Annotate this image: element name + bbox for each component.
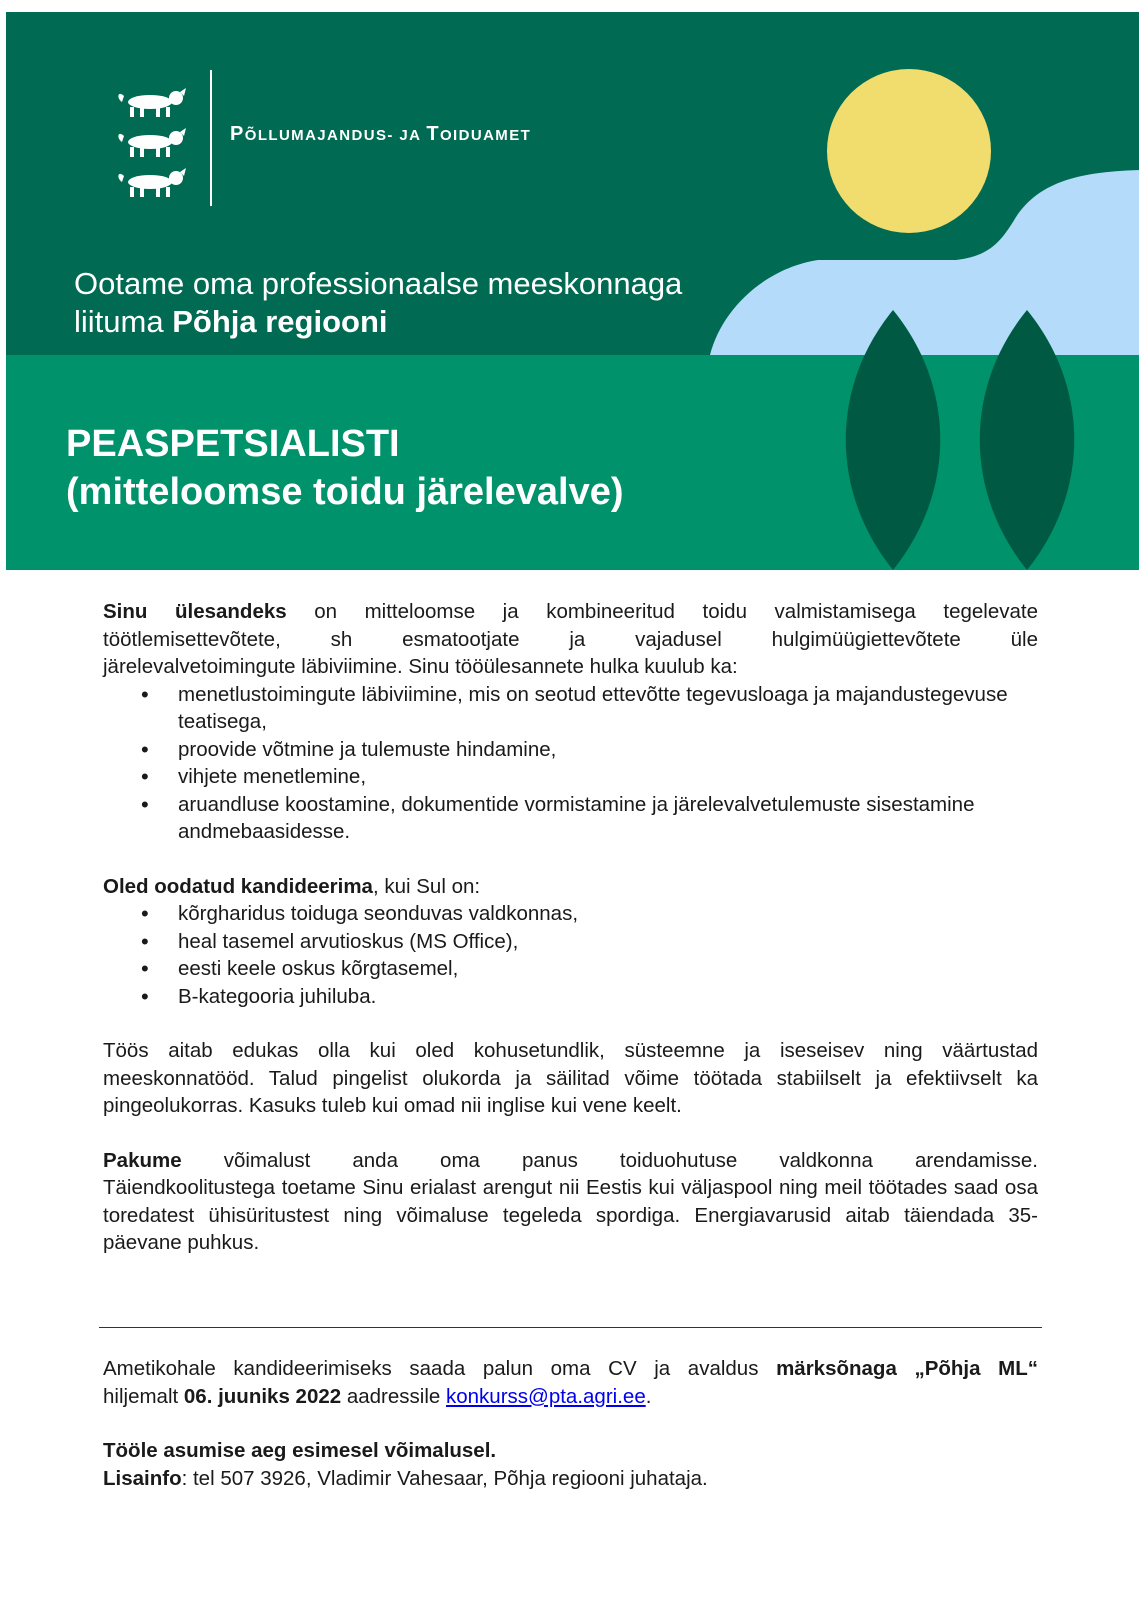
logo-divider — [210, 70, 212, 206]
offer-lead: Pakume võimalust anda oma panus toiduohutuse valdkonna arendamisse. — [103, 1148, 1038, 1172]
duties-intro-line1: Sinu ülesandeks on mitteloomse ja kombineeritud toidu valmistamisega tegelevate — [103, 600, 1038, 623]
application-line1: Ametikohale kandideerimiseks saada palun oma CV ja avaldus märksõnaga „Põhja ML“ — [103, 1357, 1038, 1380]
contact-info: Lisainfo: tel 507 3926, Vladimir Vahesaar, Põhja regiooni juhataja. — [103, 1466, 708, 1490]
requirements-list — [103, 900, 1038, 1010]
agency-name: PÕLLUMAJANDUS- JA TOIDUAMET — [230, 123, 532, 145]
list-item: • eesti keele oskus kõrgtasemel, — [103, 955, 1038, 983]
email-link[interactable]: konkurss@pta.agri.ee — [446, 1384, 646, 1408]
list-item: • menetlustoimingute läbiviimine, mis on seotud ettevõtte tegevusloaga ja majandustegevuse teatisega, — [103, 681, 1038, 736]
offer-paragraph: Täiendkoolitustega toetame Sinu erialast arengut nii Eestis kui väljaspool ning meil töötades saad osa toredatest ühisüritustest ning võimaluse tegeleda spordiga. Energiavarusid aitab täiendada 35-päevane puhkus. — [103, 1176, 1038, 1254]
tagline: Ootame oma professionaalse meeskonnaga liituma Põhja regiooni — [74, 266, 683, 339]
job-description — [103, 598, 1038, 1257]
list-item: • vihjete menetlemine, — [103, 763, 1038, 791]
job-title: PEASPETSIALISTI (mitteloomse toidu järelevalve) — [66, 423, 624, 513]
section-divider — [99, 1327, 1042, 1328]
list-item: • proovide võtmine ja tulemuste hindamine, — [103, 736, 1038, 764]
header-banner — [6, 12, 1139, 570]
qualities-paragraph: Töös aitab edukas olla kui oled kohusetundlik, süsteemne ja iseseisev ning väärtustad meeskonnatööd. Talud pingelist olukorda ja säilitad võime töötada stabiilselt ja efektiivselt ka pingeolukorras. Kasuks tuleb kui omad nii inglise kui vene keelt. — [103, 1039, 1038, 1117]
application-line2: hiljemalt 06. juuniks 2022 aadressile konkurss@pta.agri.ee. — [103, 1384, 652, 1408]
duties-list — [103, 681, 1038, 846]
duties-intro-line3: järelevalvetoimingute läbiviimine. Sinu tööülesannete hulka kuulub ka: — [103, 655, 738, 678]
coat-of-arms-logo — [114, 88, 190, 204]
list-item: • heal tasemel arvutioskus (MS Office), — [103, 928, 1038, 956]
list-item: • aruandluse koostamine, dokumentide vormistamine ja järelevalvetulemuste sisestamine andmebaasidesse. — [103, 791, 1038, 846]
requirements-intro: Oled oodatud kandideerima, kui Sul on: — [103, 874, 481, 898]
application-info — [103, 1355, 1038, 1492]
duties-intro-line2: töötlemisettevõtete, sh esmatootjate ja vajadusel hulgimüügiettevõtete üle — [103, 627, 1038, 651]
sun-circle — [827, 69, 991, 233]
list-item: • B-kategooria juhiluba. — [103, 983, 1038, 1011]
list-item: • kõrgharidus toiduga seonduvas valdkonnas, — [103, 900, 1038, 928]
start-date: Tööle asumise aeg esimesel võimalusel. — [103, 1439, 497, 1462]
